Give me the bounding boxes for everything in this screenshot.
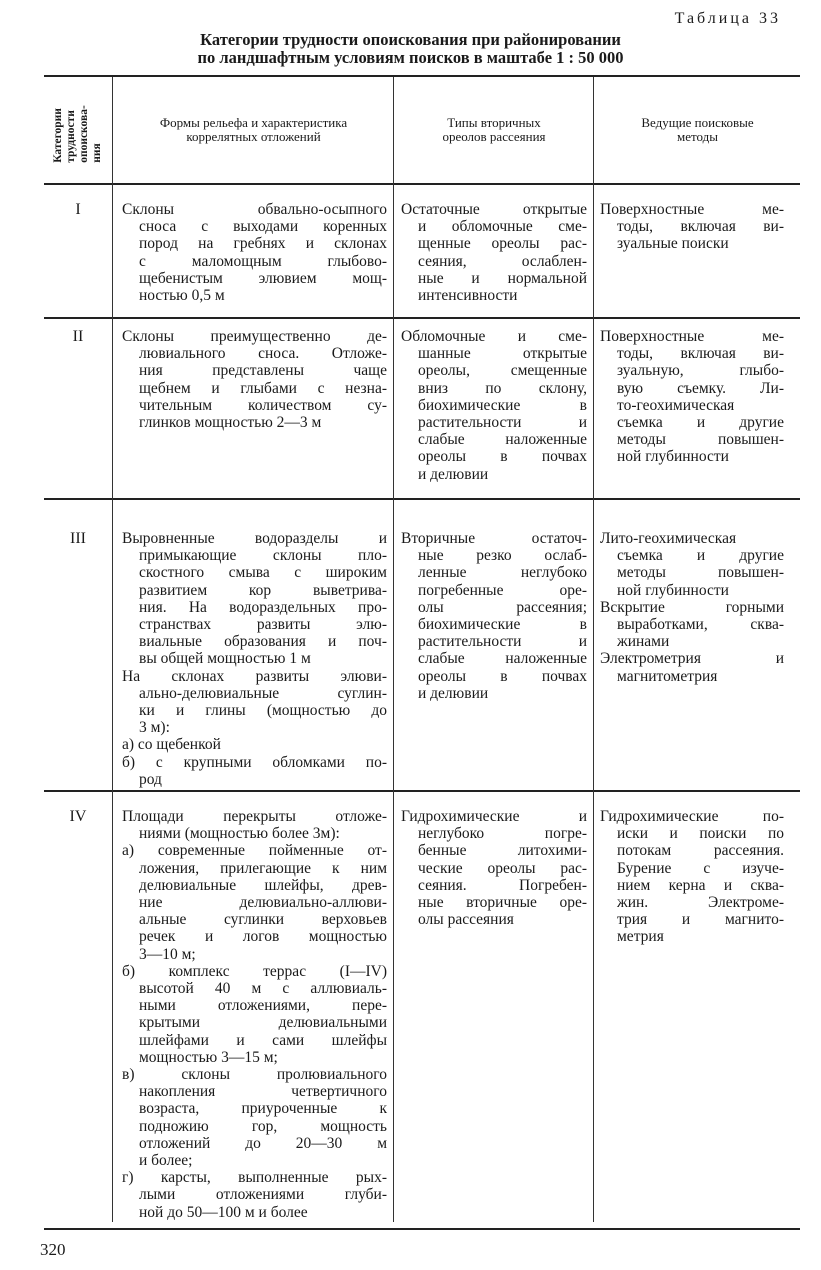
text-line: неглубоко погре-: [418, 825, 587, 843]
header-bottom-rule: [44, 183, 800, 185]
text-line: Остаточные открытые: [401, 201, 587, 218]
header-category-line: трудности: [65, 110, 77, 163]
text-line: растительности и: [418, 414, 587, 432]
text-line: методы повышен-: [617, 564, 784, 582]
text-line: потокам рассеяния.: [617, 842, 784, 860]
text-line: На склонах развиты элюви-: [122, 667, 387, 685]
text-line: и делювии: [418, 684, 489, 702]
text-line: сноса с выходами коренных: [139, 218, 387, 236]
text-line: сеяния. Погребен-: [418, 876, 587, 894]
header-relief-line: коррелятных отложений: [186, 129, 321, 144]
text-line: съемка и другие: [617, 414, 784, 432]
text-line: сеяния, ослаблен-: [418, 252, 587, 270]
text-line: альные суглинки верховьев: [139, 911, 387, 929]
page-number: 320: [40, 1240, 66, 1259]
text-line: Вторичные остаточ-: [401, 530, 587, 547]
header-methods-line: Ведущие поисковые: [641, 115, 754, 130]
text-line: скостного смыва с широким: [139, 564, 387, 582]
text-line: речек и логов мощностью: [139, 928, 387, 946]
row-divider: [44, 790, 800, 792]
methods-cell: [600, 808, 784, 946]
text-line: отложений до 20—30 м: [139, 1134, 387, 1152]
text-line: ной глубинности: [617, 581, 729, 599]
row-divider: [44, 317, 800, 319]
text-line: чительным количеством су-: [139, 396, 387, 414]
table-bottom-rule: [44, 1228, 800, 1230]
text-line: Вскрытие горными: [600, 598, 784, 616]
text-line: то-геохимическая: [617, 396, 735, 414]
header-methods: [595, 116, 800, 144]
text-line: развитием кор выветрива-: [139, 581, 387, 599]
text-line: растительности и: [418, 633, 587, 651]
text-line: вниз по склону,: [418, 379, 587, 397]
text-line: и обломочные сме-: [418, 218, 587, 236]
text-line: примыкающие склоны пло-: [139, 547, 387, 565]
text-line: интенсивности: [418, 287, 518, 305]
text-line: выработками, сква-: [617, 616, 784, 634]
text-line: подножию гор, мощность: [139, 1117, 387, 1135]
text-line: ные вторичные оре-: [418, 894, 587, 912]
text-line: странствах развиты элю-: [139, 616, 387, 634]
table-title: [0, 31, 821, 67]
text-line: 3 м):: [139, 719, 170, 737]
text-line: Гидрохимические и: [401, 808, 587, 825]
methods-cell: [600, 328, 784, 466]
text-line: ной глубинности: [617, 448, 729, 466]
text-line: лыми отложениями глуби-: [139, 1186, 387, 1204]
halos-cell: [401, 328, 587, 483]
text-line: погребенные оре-: [418, 581, 587, 599]
text-line: ки и глины (мощностью до: [139, 702, 387, 720]
text-line: ленные неглубоко: [418, 564, 587, 582]
header-methods-line: методы: [677, 129, 718, 144]
category-numeral: II: [72, 328, 84, 345]
header-relief: [114, 116, 393, 144]
text-line: Бурение с изуче-: [617, 859, 784, 877]
text-line: жинами: [617, 633, 670, 651]
header-category-text: [52, 105, 104, 163]
header-halos-line: ореолов рассеяния: [442, 129, 546, 144]
text-line: 3—10 м;: [139, 945, 196, 963]
relief-cell: [122, 530, 387, 788]
text-line: Лито-геохимическая: [600, 530, 737, 547]
text-line: метрия: [617, 928, 664, 946]
table-title-line: Категории трудности опоискования при районировании: [200, 30, 621, 49]
text-line: Электрометрия и: [600, 650, 784, 668]
text-line: съемка и другие: [617, 547, 784, 565]
text-line: ной до 50—100 м и более: [139, 1203, 308, 1221]
text-line: биохимические в: [418, 396, 587, 414]
halos-cell: [401, 530, 587, 702]
text-line: ния. На водораздельных про-: [139, 598, 387, 616]
text-line: щебнем и глыбами с незна-: [139, 379, 387, 397]
text-line: шлейфами и сами шлейфы: [139, 1031, 387, 1049]
header-category-line: Категории: [52, 108, 64, 163]
text-line: в) склоны пролювиального: [122, 1066, 387, 1084]
text-line: а) современные пойменные от-: [122, 842, 387, 860]
text-line: шанные открытые: [418, 345, 587, 363]
halos-cell: [401, 808, 587, 928]
text-line: Площади перекрыты отложе-: [122, 808, 387, 825]
text-line: род: [139, 770, 162, 788]
text-line: б) комплекс террас (I—IV): [122, 962, 387, 980]
text-line: Выровненные водоразделы и: [122, 530, 387, 547]
header-halos: [395, 116, 593, 144]
text-line: иски и поиски по: [617, 825, 784, 843]
text-line: методы повышен-: [617, 431, 784, 449]
text-line: б) с крупными обломками по-: [122, 753, 387, 771]
table-top-rule: [44, 75, 800, 77]
halos-cell: [401, 201, 587, 304]
relief-cell: [122, 808, 387, 1221]
text-line: ные и нормальной: [418, 269, 587, 287]
text-line: нием керна и сква-: [617, 876, 784, 894]
text-line: слабые наложенные: [418, 650, 587, 668]
text-line: ние делювиально-аллюви-: [139, 894, 387, 912]
category-numeral: I: [75, 201, 81, 218]
text-line: ально-делювиальные суглин-: [139, 684, 387, 702]
header-category: [46, 88, 110, 180]
text-line: зуальную, глыбо-: [617, 362, 784, 380]
header-category-line: опоискова-: [78, 105, 90, 163]
text-line: магнитометрия: [617, 667, 718, 685]
category-numeral: III: [70, 530, 86, 547]
text-line: Обломочные и сме-: [401, 328, 587, 345]
text-line: ные резко ослаб-: [418, 547, 587, 565]
text-line: делювиальные шлейфы, древ-: [139, 876, 387, 894]
text-line: вую съемку. Ли-: [617, 379, 784, 397]
text-line: тоды, включая ви-: [617, 345, 784, 363]
text-line: высотой 40 м с аллювиаль-: [139, 980, 387, 998]
text-line: ореолы в почвах: [418, 667, 587, 685]
text-line: трия и магнито-: [617, 911, 784, 929]
text-line: бенные литохими-: [418, 842, 587, 860]
text-line: ными отложениями, пере-: [139, 997, 387, 1015]
text-line: олы рассеяния: [418, 911, 514, 929]
header-category-line: ния: [91, 143, 103, 163]
text-line: с маломощным глыбово-: [139, 252, 387, 270]
text-line: возраста, приуроченные к: [139, 1100, 387, 1118]
table-title-line: по ландшафтным условиям поисков в маштабе 1 : 50 000: [197, 48, 624, 67]
relief-cell: [122, 201, 387, 304]
table-number-label: Таблица 33: [674, 10, 781, 27]
row-divider: [44, 498, 800, 500]
text-line: Поверхностные ме-: [600, 201, 784, 218]
text-line: щебенистым элювием мощ-: [139, 269, 387, 287]
text-line: ниями (мощностью более 3м):: [139, 825, 340, 843]
text-line: и делювии: [418, 465, 489, 483]
text-line: ностью 0,5 м: [139, 287, 225, 305]
methods-cell: [600, 530, 784, 685]
relief-cell: [122, 328, 387, 431]
category-numeral: IV: [69, 808, 87, 825]
text-line: ложения, прилегающие к ним: [139, 859, 387, 877]
text-line: жин. Электроме-: [617, 894, 784, 912]
column-divider: [393, 77, 394, 1222]
text-line: олы рассеяния;: [418, 598, 587, 616]
text-line: Склоны преимущественно де-: [122, 328, 387, 345]
text-line: слабые наложенные: [418, 431, 587, 449]
text-line: глинков мощностью 2—3 м: [139, 414, 322, 432]
methods-cell: [600, 201, 784, 253]
text-line: а) со щебенкой: [122, 736, 221, 754]
text-line: ореолы, смещенные: [418, 362, 587, 380]
text-line: Гидрохимические по-: [600, 808, 784, 825]
text-line: крытыми делювиальными: [139, 1014, 387, 1032]
text-line: накопления четвертичного: [139, 1083, 387, 1101]
text-line: вы общей мощностью 1 м: [139, 650, 311, 668]
text-line: г) карсты, выполненные рых-: [122, 1169, 387, 1187]
text-line: тоды, включая ви-: [617, 218, 784, 236]
text-line: ния представлены чаще: [139, 362, 387, 380]
text-line: и более;: [139, 1152, 193, 1170]
text-line: пород на гребнях и склонах: [139, 235, 387, 253]
text-line: ческие ореолы рас-: [418, 859, 587, 877]
text-line: биохимические в: [418, 616, 587, 634]
text-line: лювиального сноса. Отложе-: [139, 345, 387, 363]
text-line: Склоны обвально-осыпного: [122, 201, 387, 218]
text-line: мощностью 3—15 м;: [139, 1048, 278, 1066]
text-line: виальные образования и поч-: [139, 633, 387, 651]
header-halos-line: Типы вторичных: [447, 115, 541, 130]
column-divider: [593, 77, 594, 1222]
text-line: ореолы в почвах: [418, 448, 587, 466]
header-relief-line: Формы рельефа и характеристика: [159, 115, 348, 130]
column-divider: [112, 77, 113, 1222]
text-line: зуальные поиски: [617, 235, 729, 253]
text-line: щенные ореолы рас-: [418, 235, 587, 253]
text-line: Поверхностные ме-: [600, 328, 784, 345]
